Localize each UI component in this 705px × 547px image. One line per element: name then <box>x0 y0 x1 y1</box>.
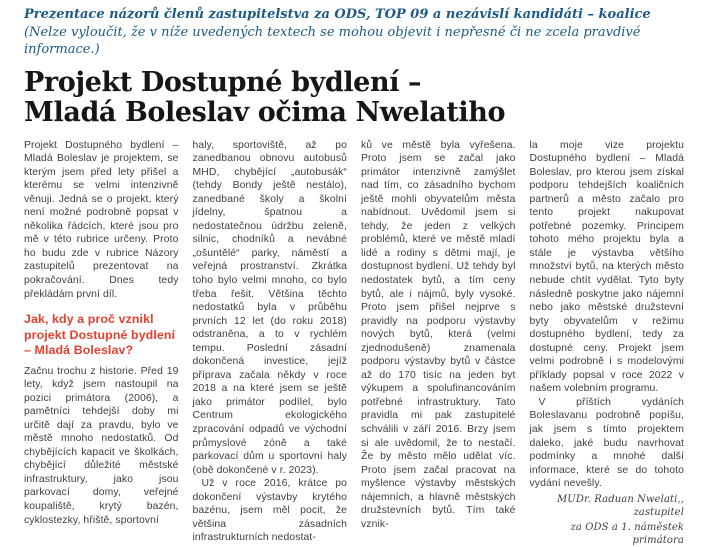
body-column-4 <box>530 139 685 547</box>
body-paragraph: la moje vize projektu Dostupného bydlení – Mladá Boleslav, pro kterou jsem získal podporu tehdejších koaličních partnerů a město začalo pro tento projekt nakupovat potřebné pozemky. Principem tohoto mého projektu byla a stále je výstavba většího množství bytů, na kterých město nebude chtít vydělat. Tyto byty následně poskytne jako nájemní nebo jako městské družstevní byty obyvatelům v režimu dostupného bydlení, tedy za dostupné ceny. Projekt jsem velmi podrobně i s modelovými příklady popsal v roce 2022 v našem volebním programu. <box>529 139 684 395</box>
body-paragraph: Už v roce 2016, krátce po dokončení výstavby krytého bazénu, jsem měl pocit, že většina zásadních infrastrukturních nedostat- <box>192 478 347 544</box>
article-title-line-2: Mladá Boleslav očima Nwelatiho <box>24 96 506 128</box>
author-signature: MUDr. Raduan Nwelati,, zastupitel <box>556 493 684 518</box>
body-paragraph: V příštích vydáních Boleslavanu podrobně popíšu, jak jsem s tímto projektem daleko, jaké budu navrhovat podmínky a mnohé další informace, které se do tohoto vydání nevešly. <box>529 396 684 490</box>
body-column-1 <box>24 139 179 547</box>
article-title-line-1: Projekt Dostupné bydlení – <box>24 66 422 98</box>
kicker-line-1: Prezentace názorů členů zastupitelstva za ODS, TOP 09 a nezávislí kandidáti – koalice <box>24 7 651 22</box>
body-paragraph: Projekt Dostupného bydlení – Mladá Boleslav je projektem, se kterým jsem před lety přišel a kterému se velmi intenzivně věnuji. Jedná se o projekt, který není možné podrobně popsat v několika řádcích, které jsou pro mě v této rubrice určeny. Proto ho budu zde v rubrice Názory zastupitelů prezentovat na pokračování. Dnes tedy překládám první díl. <box>24 139 179 300</box>
article-columns <box>24 139 684 547</box>
article-title <box>24 68 684 128</box>
body-paragraph: haly, sportoviště, až po zanedbanou obnovu autobusů MHD, chybějící „autobusák“ (tehdy Bondy ještě nestálo), zanedbané školy a školní jídelny, špatnou a nedostatečnou údržbu zeleně, silnic, chodníků a nevábné „ošuntělé“ parky, náměstí a veřejná prostranství. Zkrátka toho bylo velmi mnoho, co bylo třeba řešit. Většina těchto nedostatků byla v průběhu prvních 12 let (do roku 2018) odstraněna, a to v rychlém tempu. Poslední zásadní dokončená investice, jejíž příprava začala někdy v roce 2018 a na které jsem se ještě jako primátor podílel, bylo Centrum ekologického zpracování odpadů ve východní průmyslové zóně a také parkovací dům u sportovní haly (obě dokončené v r. 2023). <box>192 139 347 476</box>
section-heading: Jak, kdy a proč vznikl projekt Dostupné bydlení – Mladá Boleslav? <box>24 312 176 358</box>
body-column-3 <box>361 139 516 547</box>
kicker-line-2: (Nelze vyloučit, že v níže uvedených textech se mohou objevit i nepřesné či ne zcela pravdivé informace.) <box>24 24 641 57</box>
body-column-2 <box>193 139 348 547</box>
body-paragraph: Začnu trochu z historie. Před 19 lety, když jsem nastoupil na pozici primátora (2006), a pamětníci tehdejší doby mi určitě dají za pravdu, bylo ve městě mnoho nedostatků. Od chybějících kapacit ve školkách, chybějící důležité městské infrastruktury, jako jsou parkovací domy, veřejné koupaliště, krytý bazén, cyklostezky, hřiště, sportovní <box>24 365 179 526</box>
page-kicker <box>24 6 684 59</box>
body-paragraph: ků ve městě byla vyřešena. Proto jsem se začal jako primátor intenzivně zamýšlet nad tím, co zásadního bychom ještě mohli obyvatelům města nabídnout. Uvědomil jsem si tehdy, že jeden z velkých problémů, které ve městě mladí lidé a rodiny s dětmi mají, je dostupnost bydlení. Už tehdy byl nedostatek bytů, a tím ceny bytů, ale i nájmů, byly vysoké. Proto jsem přišel nejprve s pravidly na podporu výstavby nových bytů, která (velmi zjednodušeně) znamenala podporu výstavby bytů v částce až do 170 tisíc na jeden byt výkupem a spolufinancováním potřebné infrastruktury. Tato pravidla mi pak zastupitelé schválili v září 2016. Brzy jsem si ale uvědomil, že to nestačí. Že by město mělo udělat víc. Proto jsem začal pracovat na myšlence výstavby městských nájemních, a hlavně městských družstevních bytů. Tím také vznik- <box>361 139 516 530</box>
author-signature: za ODS a 1. náměstek primátora <box>570 521 684 546</box>
